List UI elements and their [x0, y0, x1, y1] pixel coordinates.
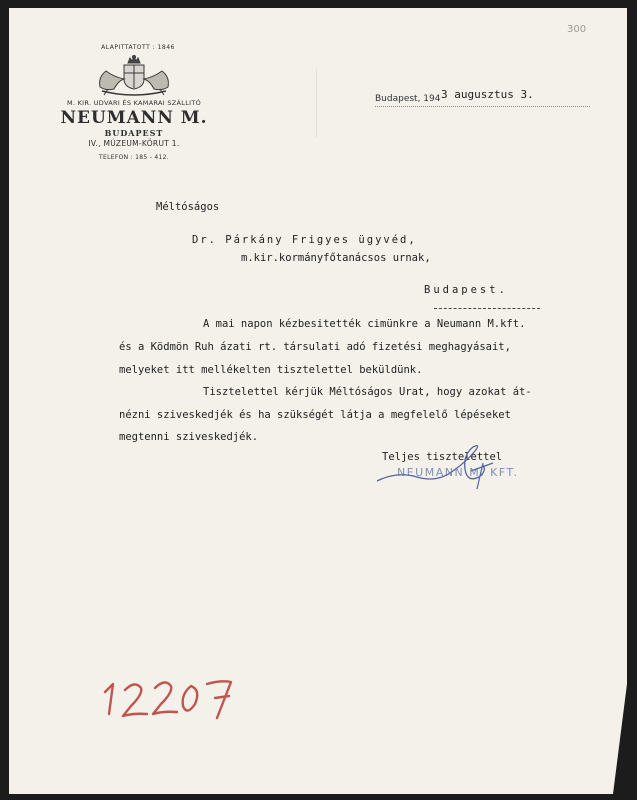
torn-corner: [613, 684, 627, 794]
body-line-5: nézni sziveskedjék és ha szükségét látja a megfelelő lépéseket: [119, 409, 511, 421]
signature-icon: [371, 433, 511, 503]
company-phone: TELEFON : 185 - 412.: [99, 154, 169, 161]
recipient-city: Budapest.: [424, 284, 508, 296]
body-line-3: melyeket itt mellékelten tisztelettel beküldünk.: [119, 364, 423, 376]
founded-text: ALAPITTATOTT : 1846: [101, 44, 175, 51]
salutation: Méltóságos: [156, 201, 220, 213]
body-line-6: megtenni sziveskedjék.: [119, 431, 259, 443]
body-line-4: Tisztelettel kérjük Méltóságos Urat, hogy azokat át-: [203, 386, 532, 398]
royal-crest-icon: [94, 53, 174, 97]
recipient-title: m.kir.kormányfőtanácsos urnak,: [241, 252, 431, 264]
letterhead: [49, 44, 219, 161]
city-underline: [434, 308, 540, 309]
closing: Teljes tisztelettel: [382, 451, 503, 463]
company-city: BUDAPEST: [104, 128, 164, 138]
pencil-note: 300: [567, 24, 587, 35]
handwritten-number-icon: [101, 668, 251, 722]
company-stamp: NEUMANN M. KFT.: [397, 466, 519, 479]
paper-fold: [316, 68, 317, 138]
date-typed: 3 augusztus 3.: [441, 88, 534, 101]
warrant-text: M. KIR. UDVARI ÉS KAMARAI SZÁLLITÓ: [66, 99, 202, 107]
company-address: IV., MÚZEUM-KÖRUT 1.: [88, 139, 180, 148]
letter-sheet: [9, 8, 627, 794]
date-line: [375, 88, 590, 107]
company-name: NEUMANN M.: [60, 108, 208, 128]
date-printed: Budapest, 194: [375, 94, 441, 104]
recipient-name: Dr. Párkány Frigyes ügyvéd,: [192, 234, 417, 246]
body-line-1: A mai napon kézbesitették cimünkre a Neumann M.kft.: [203, 318, 526, 330]
body-line-2: és a Ködmön Ruh ázati rt. társulati adó fizetési meghagyásait,: [119, 341, 511, 353]
